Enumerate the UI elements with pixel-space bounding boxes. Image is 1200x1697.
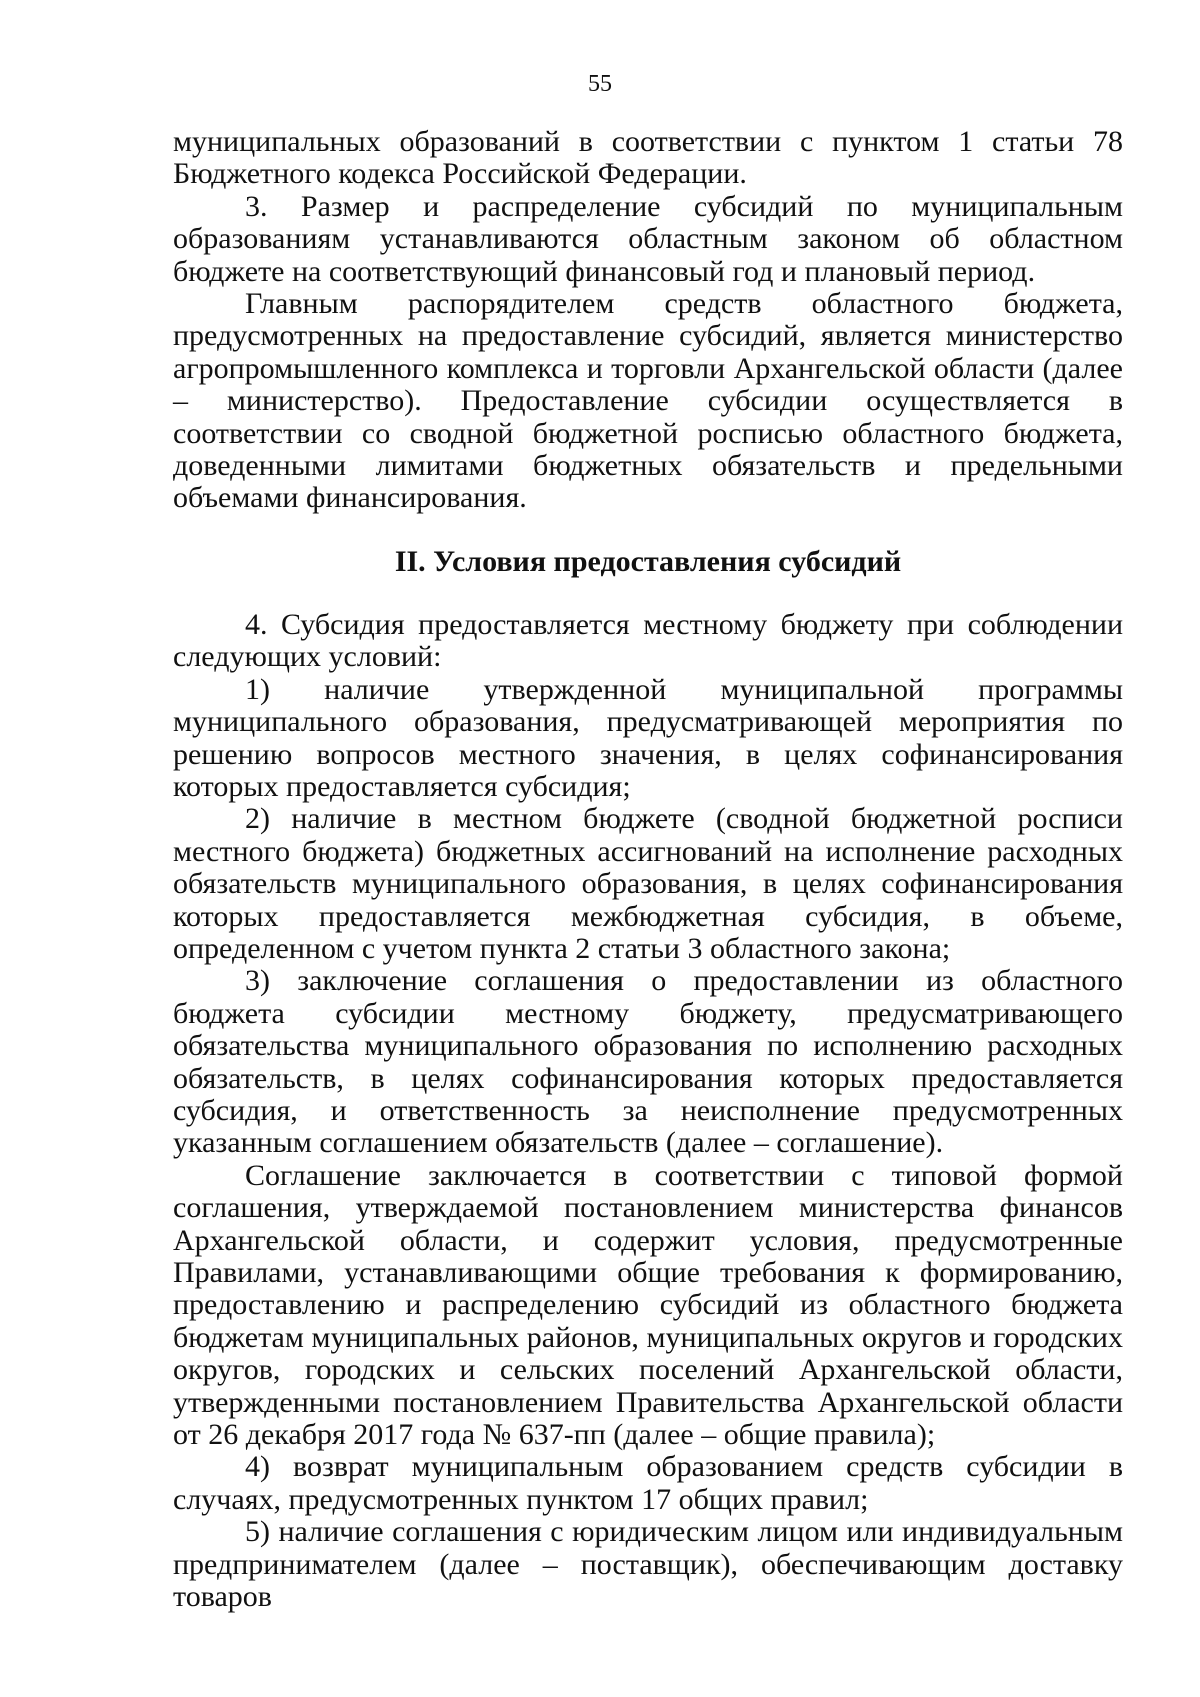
- paragraph-condition-4: 4) возврат муниципальным образованием средств субсидии в случаях, предусмотренных пунктом 17 общих правил;: [173, 1450, 1123, 1516]
- paragraph-main-administrator: Главным распорядителем средств областного бюджета, предусмотренных на предоставление субсидий, является министерство агропромышленного комплекса и торговли Архангельской области (далее – министерство). Предоставление субсидии осуществляется в соответствии со сводной бюджетной росписью областного бюджета, доведенными лимитами бюджетных обязательств и предельными объемами финансирования.: [173, 287, 1123, 515]
- paragraph-condition-5: 5) наличие соглашения с юридическим лицом или индивидуальным предпринимателем (далее – поставщик), обеспечивающим доставку товаров: [173, 1515, 1123, 1614]
- spacer: [173, 579, 1123, 609]
- paragraph-condition-2: 2) наличие в местном бюджете (сводной бюджетной росписи местного бюджета) бюджетных ассигнований на исполнение расходных обязательств муниципального образования, в целях софинансирования которых предоставляется межбюджетная субсидия, в объеме, определенном с учетом пункта 2 статьи 3 областного закона;: [173, 802, 1123, 965]
- paragraph-continuation: муниципальных образований в соответствии с пунктом 1 статьи 78 Бюджетного кодекса Российской Федерации.: [173, 125, 1123, 191]
- paragraph-item-4: 4. Субсидия предоставляется местному бюджету при соблюдении следующих условий:: [173, 607, 1123, 674]
- paragraph-item-3: 3. Размер и распределение субсидий по муниципальным образованиям устанавливаются областным законом об областном бюджете на соответствующий финансовый год и плановый период.: [173, 189, 1123, 288]
- section-heading: II. Условия предоставления субсидий: [394, 544, 902, 578]
- paragraph-condition-3: 3) заключение соглашения о предоставлении из областного бюджета субсидии местному бюджету, предусматривающего обязательства муниципального образования по исполнению расходных обязательств, в целях софинансирования которых предоставляется субсидия, и ответственность за неисполнение предусмотренных указанным соглашением обязательств (далее – соглашение).: [173, 964, 1123, 1160]
- spacer: [173, 515, 1123, 545]
- document-body: [173, 126, 1123, 1613]
- paragraph-agreement: Соглашение заключается в соответствии с типовой формой соглашения, утверждаемой постановлением министерства финансов Архангельской области, и содержит условия, предусмотренные Правилами, устанавливающими общие требования к формированию, предоставлению и распределению субсидий из областного бюджета бюджетам муниципальных районов, муниципальных округов и городских округов, городских и сельских поселений Архангельской области, утвержденными постановлением Правительства Архангельской области от 26 декабря 2017 года № 637-пп (далее – общие правила);: [173, 1158, 1123, 1452]
- page-number: 55: [588, 71, 612, 97]
- paragraph-condition-1: 1) наличие утвержденной муниципальной программы муниципального образования, предусматривающей мероприятия по решению вопросов местного значения, в целях софинансирования которых предоставляется субсидия;: [173, 672, 1123, 803]
